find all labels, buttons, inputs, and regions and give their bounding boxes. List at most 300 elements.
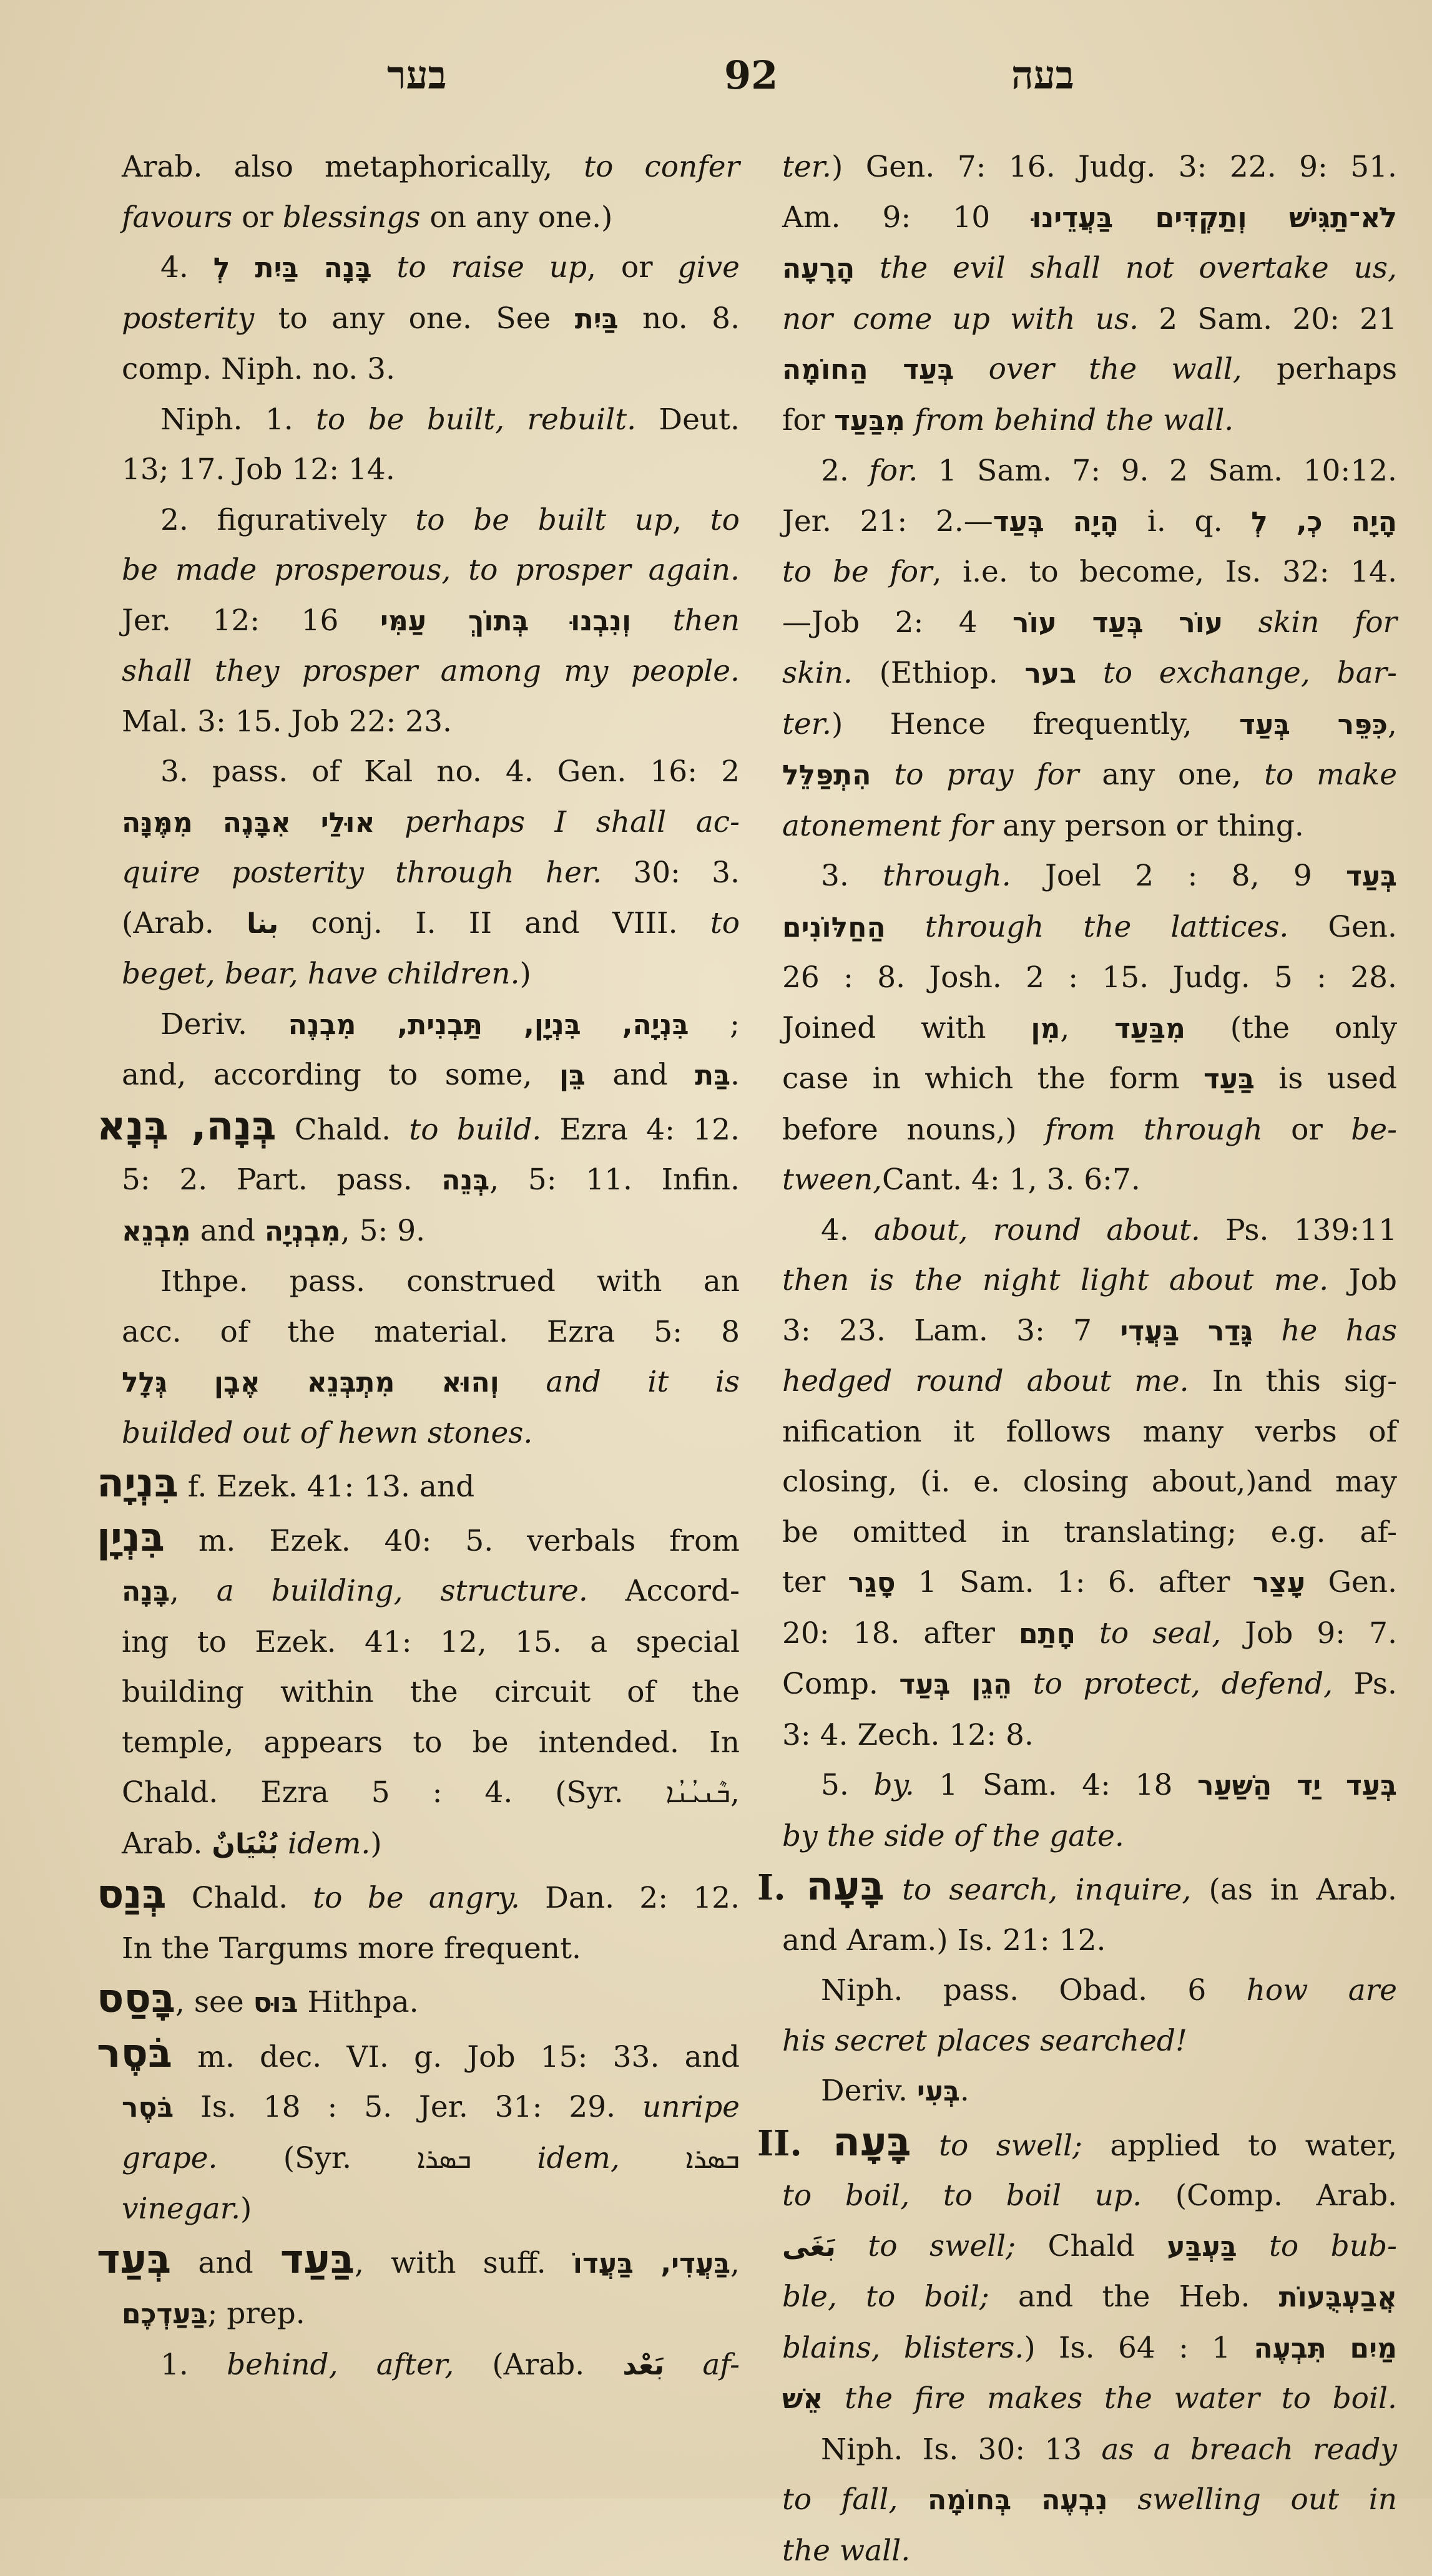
hebrew-word: גָּדַר בַּעֲדִי	[1120, 1315, 1253, 1347]
italic-gloss: to protect, defend,	[1033, 1667, 1333, 1701]
text-run: , 5: 9.	[341, 1214, 425, 1248]
left-column	[122, 142, 740, 2391]
text-line	[782, 396, 1397, 447]
text-line	[782, 2272, 1397, 2323]
text-run: acc. of the material. Ezra 5: 8	[122, 1315, 740, 1349]
arabic-word: بنا	[247, 908, 278, 940]
text-run: In the Targums more frequent.	[122, 1931, 581, 1966]
text-line	[122, 2082, 740, 2134]
italic-gloss: to	[710, 503, 740, 537]
italic-gloss: to bub-	[1269, 2229, 1397, 2263]
italic-gloss: posterity	[122, 301, 254, 336]
hebrew-word: חָתַם	[1019, 1618, 1076, 1650]
text-run: 13; 17. Job 12: 14.	[122, 452, 395, 487]
italic-gloss: to seal,	[1099, 1616, 1221, 1651]
italic-gloss: give	[678, 250, 740, 285]
text-run: Deriv.	[160, 1007, 288, 1042]
text-run	[871, 758, 894, 792]
text-run: or	[232, 200, 283, 235]
text-line	[122, 545, 740, 596]
text-line	[122, 646, 740, 697]
italic-gloss: skin.	[782, 656, 853, 690]
italic-gloss: to be for	[782, 555, 933, 589]
text-run: Ithpe. pass. construed with an	[160, 1264, 740, 1299]
entry-headword: בָּעָה	[833, 2119, 911, 2165]
italic-gloss: the wall.	[782, 2534, 910, 2568]
text-run: and	[586, 1058, 695, 1092]
text-run: Chald. Ezra 5 : 4. (Syr.	[122, 1775, 666, 1810]
text-run: ,	[1388, 707, 1397, 741]
text-run: no. 8.	[619, 301, 740, 336]
text-line	[782, 700, 1397, 751]
hebrew-word: בַּעַד	[1204, 1063, 1255, 1095]
text-run: 20: 18. after	[782, 1616, 1019, 1651]
text-run: 3: 23. Lam. 3: 7	[782, 1314, 1120, 1348]
text-line	[122, 1050, 740, 1101]
italic-gloss: behind, after,	[227, 2348, 454, 2382]
italic-gloss: quire posterity through her.	[122, 856, 602, 890]
italic-gloss: idem.	[288, 1827, 370, 1861]
text-run: Mal. 3: 15. Job 22: 23.	[122, 705, 452, 739]
text-line	[782, 2526, 1397, 2576]
text-run: Niph. 1.	[160, 402, 316, 437]
text-run: Deriv.	[821, 2074, 917, 2108]
text-run: 1 Sam. 1: 6. after	[895, 1565, 1252, 1599]
text-run: , 5: 11. Infin.	[489, 1163, 740, 1197]
italic-gloss: to be built up	[415, 503, 672, 537]
text-line	[782, 1710, 1397, 1761]
text-run: nification it follows many verbs of	[782, 1415, 1397, 1449]
text-run	[620, 2141, 685, 2175]
entry-headword: בָּסַס	[97, 1976, 175, 2022]
text-line	[782, 295, 1397, 345]
text-line	[782, 1760, 1397, 1812]
text-line	[122, 1617, 740, 1668]
text-run	[664, 2348, 702, 2382]
italic-gloss: to exchange, bar-	[1103, 656, 1397, 690]
page-number: 92	[724, 56, 778, 95]
text-line	[122, 294, 740, 345]
italic-gloss: and it is	[546, 1365, 740, 1399]
text-line	[122, 1718, 740, 1769]
text-line	[122, 1206, 740, 1257]
italic-gloss: nor come up with us.	[782, 302, 1139, 336]
italic-gloss: ter.	[782, 150, 831, 184]
text-line	[782, 1659, 1397, 1710]
text-run: 26 : 8. Josh. 2 : 15. Judg. 5 : 28.	[782, 960, 1397, 995]
text-run: 4.	[160, 250, 213, 285]
text-line	[122, 445, 740, 495]
text-run: closing, (i. e. closing about,)and may	[782, 1465, 1397, 1499]
text-run	[631, 603, 673, 638]
italic-gloss: to swell;	[868, 2229, 1016, 2263]
italic-gloss: be made prosperous, to prosper again.	[122, 553, 740, 587]
hebrew-word: הָיָה בְּעַד	[993, 506, 1119, 538]
entry-headword: בְּנַס	[97, 1871, 167, 1918]
text-line	[122, 949, 740, 1000]
italic-gloss: af-	[702, 2348, 740, 2382]
hebrew-word: בער	[1024, 658, 1076, 690]
text-line	[782, 547, 1397, 598]
text-run: Job	[1328, 1263, 1397, 1297]
text-line	[782, 851, 1397, 902]
hebrew-word: בַּעְבַּע	[1167, 2231, 1237, 2263]
text-run: be omitted in translating; e.g. af-	[782, 1515, 1397, 1549]
hebrew-word: בַּעֲדִי, בַּעֲדוֹ	[573, 2248, 730, 2280]
hebrew-word: בַּיִת	[575, 303, 619, 335]
text-run: 1 Sam. 4: 18	[915, 1768, 1197, 1802]
text-line	[122, 243, 740, 294]
text-run: )	[520, 957, 531, 991]
hebrew-word: הַחַלּוֹנִים	[782, 912, 886, 944]
text-line	[782, 2222, 1397, 2273]
entry-line	[97, 1974, 740, 2029]
text-run	[954, 352, 988, 386]
text-line	[782, 1155, 1397, 1206]
text-run: Ps.	[1333, 1667, 1397, 1701]
italic-gloss: how are	[1247, 1973, 1397, 2008]
text-run: comp. Niph. no. 3.	[122, 352, 395, 386]
italic-gloss: builded out of hewn stones.	[122, 1416, 532, 1450]
text-line	[782, 2171, 1397, 2222]
text-run: Dan. 2: 12.	[520, 1881, 740, 1915]
italic-gloss: perhaps I shall ac-	[405, 805, 740, 839]
entry-headword: בָּעָה	[806, 1863, 885, 1910]
text-run: 3. pass. of Kal no. 4. Gen. 16: 2	[160, 754, 740, 789]
hebrew-word: בְּעַד יַד הַשַּׁעַר	[1197, 1770, 1397, 1802]
text-line	[782, 1357, 1397, 1407]
text-line	[122, 395, 740, 446]
text-run: Joined with	[782, 1011, 1031, 1045]
text-line	[122, 1408, 740, 1459]
text-run: 2 Sam. 20: 21	[1139, 302, 1397, 336]
italic-gloss: from behind the wall.	[915, 403, 1233, 437]
hebrew-word: בַּעַדְכֶם	[122, 2298, 208, 2330]
entry-line	[757, 2117, 1397, 2172]
hebrew-word: בֵּן	[559, 1060, 586, 1091]
hebrew-word: בַּת	[695, 1060, 730, 1091]
hebrew-word: בָּנָה	[122, 1576, 170, 1608]
text-run: and	[171, 2246, 280, 2280]
italic-gloss: unripe	[642, 2090, 740, 2124]
text-run: , see	[175, 1985, 253, 2019]
italic-gloss: tween,	[782, 1163, 882, 1197]
text-line	[782, 243, 1397, 295]
text-line	[122, 2340, 740, 2391]
text-run: ,	[1060, 1011, 1114, 1045]
text-line	[122, 2134, 740, 2185]
italic-gloss: favours	[122, 200, 232, 235]
text-run	[1108, 2482, 1138, 2517]
text-run: Jer. 21: 2.—	[782, 504, 993, 539]
text-line	[782, 902, 1397, 954]
text-line	[122, 848, 740, 899]
italic-gloss: through.	[883, 859, 1011, 893]
entry-line	[97, 1870, 740, 1924]
text-run: ; prep.	[208, 2296, 305, 2331]
hebrew-word: מִבַּעַד	[834, 405, 905, 437]
italic-gloss: to be angry.	[313, 1881, 520, 1915]
hebrew-word: מַיִם תִּבְעֶה	[1253, 2333, 1397, 2364]
entry-headword: בִּנְיָן	[97, 1515, 165, 1561]
text-line	[122, 142, 740, 193]
text-line	[782, 1508, 1397, 1558]
text-line	[782, 142, 1397, 193]
text-run: ing to Ezek. 41: 12, 15. a special	[122, 1625, 740, 1659]
italic-gloss: beget, bear, have children.	[122, 957, 520, 991]
text-line	[122, 1768, 740, 1819]
hebrew-word: עוֹר בְּעַד עוֹר	[1013, 607, 1223, 639]
text-run: case in which the form	[782, 1061, 1204, 1096]
text-line	[782, 953, 1397, 1003]
hebrew-word: עָצַר	[1253, 1567, 1305, 1599]
text-run	[1076, 1616, 1099, 1651]
roman-numeral: I.	[757, 1867, 806, 1908]
text-run: , with suff.	[355, 2246, 573, 2280]
text-run: Arab. also metaphorically,	[122, 150, 584, 184]
text-line	[782, 193, 1397, 244]
text-line	[782, 2016, 1397, 2067]
hebrew-word: בְּעִי	[917, 2076, 960, 2107]
text-run: Am. 9: 10	[782, 200, 1032, 235]
text-line	[782, 1206, 1397, 1256]
text-line	[782, 1306, 1397, 1357]
syriac-word: ܒܣܪܐ	[417, 2143, 471, 2175]
text-run: 4.	[821, 1213, 874, 1247]
text-run: and the Heb.	[989, 2280, 1279, 2314]
text-run: (Arab.	[454, 2348, 622, 2382]
italic-gloss: to pray for	[894, 758, 1079, 792]
italic-gloss: by.	[873, 1768, 914, 1802]
hebrew-word: וְנִבְנוּ בְּתוֹךְ עַמִּי	[380, 605, 631, 637]
italic-gloss: to make	[1264, 758, 1397, 792]
text-line	[122, 2289, 740, 2340]
text-run	[1012, 1667, 1033, 1701]
italic-gloss: ter.	[782, 707, 831, 741]
italic-gloss: skin for	[1258, 605, 1397, 640]
text-line	[122, 798, 740, 849]
text-run: ) Hence frequently,	[831, 707, 1239, 741]
italic-gloss: to be built, rebuilt.	[316, 402, 636, 437]
text-run: ) Gen. 7: 16. Judg. 3: 22. 9: 51.	[831, 150, 1397, 184]
text-run	[1253, 1314, 1281, 1348]
text-line	[782, 2425, 1397, 2476]
text-line	[782, 1003, 1397, 1055]
text-run: In this sig-	[1189, 1364, 1397, 1398]
text-run: Ezra 4: 12.	[541, 1113, 740, 1147]
hebrew-word: מִבְנְיָה	[265, 1216, 341, 1247]
text-run: Chald.	[277, 1113, 409, 1147]
italic-gloss: by the side of the gate.	[782, 1819, 1124, 1853]
text-run	[1223, 605, 1258, 640]
text-run: (as in Arab.	[1191, 1873, 1397, 1907]
text-line	[122, 596, 740, 647]
text-line	[122, 1257, 740, 1307]
arabic-word: بُنْيَانٌ	[212, 1828, 278, 1860]
italic-gloss: to swell;	[939, 2129, 1082, 2163]
hebrew-word: לֹא־תַגִּישׁ וְתַקְדִּים בַּעֲדֵינוּ	[1032, 202, 1397, 234]
italic-gloss: he has	[1281, 1314, 1397, 1348]
text-line	[122, 747, 740, 798]
text-line	[782, 750, 1397, 801]
text-run: ter	[782, 1565, 848, 1599]
text-line	[122, 1566, 740, 1617]
text-run: ,	[730, 2246, 740, 2280]
text-run: 3.	[821, 859, 883, 893]
text-line	[122, 1819, 740, 1870]
left-guideword: בער	[387, 56, 446, 95]
right-guideword: בעה	[1011, 56, 1074, 95]
hebrew-word: בְּעַד הַחוֹמָה	[782, 354, 954, 386]
text-line	[782, 2475, 1397, 2526]
text-line	[122, 1155, 740, 1206]
text-run: 5.	[821, 1768, 873, 1802]
hebrew-word: בְּעַד	[1346, 861, 1397, 892]
entry-headword: בִּנְיָה	[97, 1460, 179, 1506]
italic-gloss: through the lattices.	[925, 910, 1289, 944]
text-run: .	[730, 1058, 740, 1092]
hebrew-word: אֵשׁ	[782, 2383, 823, 2415]
text-run: (Arab.	[122, 906, 247, 940]
text-line	[122, 697, 740, 748]
hebrew-word: נִבְעֶה בְּחוֹמָה	[928, 2484, 1108, 2516]
text-line	[782, 2323, 1397, 2374]
italic-gloss: for.	[869, 454, 918, 488]
text-run	[375, 805, 405, 839]
text-run: Cant. 4: 1, 3. 6:7.	[882, 1163, 1140, 1197]
italic-gloss: to	[710, 906, 740, 940]
text-run: applied to water,	[1082, 2129, 1397, 2163]
text-run: Ps. 139:11	[1200, 1213, 1397, 1247]
text-run	[886, 910, 925, 944]
italic-gloss: to fall,	[782, 2482, 898, 2517]
text-line	[782, 801, 1397, 852]
italic-gloss: as a breach ready	[1101, 2432, 1397, 2467]
arabic-word: بَغَى	[782, 2231, 836, 2263]
text-run: and, according to some,	[122, 1058, 559, 1092]
text-run: (Comp. Arab.	[1142, 2178, 1397, 2213]
text-line	[782, 2066, 1397, 2117]
text-run	[372, 250, 397, 285]
text-run	[905, 403, 915, 437]
italic-gloss: the evil shall not overtake us,	[880, 251, 1397, 285]
italic-gloss: a building, structure.	[217, 1574, 588, 1608]
text-run: ;	[689, 1007, 740, 1042]
italic-gloss: to build.	[409, 1113, 541, 1147]
text-run: temple, appears to be intended. In	[122, 1725, 740, 1760]
hebrew-word: מִבְנֵא	[122, 1216, 191, 1247]
italic-gloss: to confer	[584, 150, 740, 184]
text-run	[836, 2229, 868, 2263]
text-run	[1237, 2229, 1269, 2263]
hebrew-word: מִבַּעַד	[1114, 1013, 1185, 1045]
italic-gloss: idem,	[537, 2141, 619, 2175]
entry-line	[97, 2235, 740, 2290]
right-column	[782, 142, 1397, 2576]
text-run: Niph. pass. Obad. 6	[821, 1973, 1247, 2008]
italic-gloss: his secret places searched!	[782, 2024, 1187, 2058]
text-run: any person or thing.	[993, 809, 1304, 843]
entry-headword: בְּנָה, בְּנָא	[97, 1103, 277, 1149]
text-line	[782, 648, 1397, 700]
italic-gloss: ble, to boil;	[782, 2280, 989, 2314]
text-run: Chald	[1016, 2229, 1167, 2263]
text-run: perhaps	[1242, 352, 1397, 386]
text-run: before nouns,)	[782, 1113, 1045, 1147]
hebrew-word: בְּנֵה	[441, 1164, 489, 1196]
text-line	[782, 344, 1397, 396]
hebrew-word: וְהוּא מִתְבְּנֵא אֶבֶן גְּלָל	[122, 1367, 499, 1398]
running-header	[0, 50, 1432, 119]
text-run: or	[1263, 1113, 1351, 1147]
syriac-word: ܒܶܢܝܳܢܳܐ	[666, 1777, 731, 1809]
text-line	[782, 1609, 1397, 1660]
text-line	[122, 193, 740, 243]
italic-gloss: be-	[1351, 1113, 1397, 1147]
text-line	[782, 446, 1397, 497]
italic-gloss: then	[673, 603, 740, 638]
italic-gloss: over the wall,	[989, 352, 1242, 386]
hebrew-word: אוּלַי אִבָּנֶה מִמֶּנָּה	[122, 807, 375, 839]
hebrew-word: הִתְפַּלֵּל	[782, 759, 871, 791]
hebrew-word: בָּנָה בַּיִת לְ	[213, 252, 372, 284]
text-line	[782, 1457, 1397, 1508]
text-run: on any one.)	[420, 200, 612, 235]
text-run: is used	[1255, 1061, 1397, 1096]
text-run: Is. 18 : 5. Jer. 31: 29.	[174, 2090, 642, 2124]
text-line	[122, 2184, 740, 2235]
text-run: 2. figuratively	[160, 503, 415, 537]
text-run: Chald.	[167, 1881, 313, 1915]
text-run: and	[191, 1214, 265, 1248]
text-line	[122, 1667, 740, 1718]
text-run: Job 9: 7.	[1221, 1616, 1397, 1651]
text-run	[898, 2482, 928, 2517]
text-run: m. Ezek. 40: 5. verbals from	[165, 1524, 740, 1558]
text-run: and Aram.) Is. 21: 12.	[782, 1923, 1106, 1958]
text-run	[855, 251, 880, 285]
text-run: )	[370, 1827, 381, 1861]
text-run: Niph. Is. 30: 13	[821, 2432, 1101, 2467]
italic-gloss: vinegar.	[122, 2192, 240, 2226]
text-run	[499, 1365, 546, 1399]
text-run: Joel 2 : 8, 9	[1011, 859, 1346, 893]
text-run: for	[782, 403, 834, 437]
text-line	[122, 1000, 740, 1051]
hebrew-word: מִן	[1031, 1013, 1060, 1045]
text-run: )	[240, 2192, 252, 2226]
text-run: .	[960, 2074, 969, 2108]
text-line	[122, 495, 740, 546]
text-run: Gen.	[1305, 1565, 1397, 1599]
roman-numeral: II.	[757, 2123, 833, 2164]
text-run: (the only	[1185, 1011, 1397, 1045]
text-line	[782, 1558, 1397, 1609]
text-run: ,	[672, 503, 710, 537]
text-run: 2.	[821, 454, 869, 488]
text-line	[782, 2374, 1397, 2425]
text-run: to any one. See	[254, 301, 575, 336]
text-run: ) Is. 64 : 1	[1024, 2331, 1253, 2365]
entry-line	[97, 1513, 740, 1567]
text-line	[782, 1812, 1397, 1862]
text-run: any one,	[1079, 758, 1264, 792]
italic-gloss: blessings	[283, 200, 421, 235]
italic-gloss: swelling out in	[1137, 2482, 1397, 2517]
hebrew-word: סָגַר	[848, 1567, 895, 1599]
italic-gloss: then is the night light about me.	[782, 1263, 1328, 1297]
syriac-word: ܒܣܪܐ	[685, 2143, 740, 2175]
